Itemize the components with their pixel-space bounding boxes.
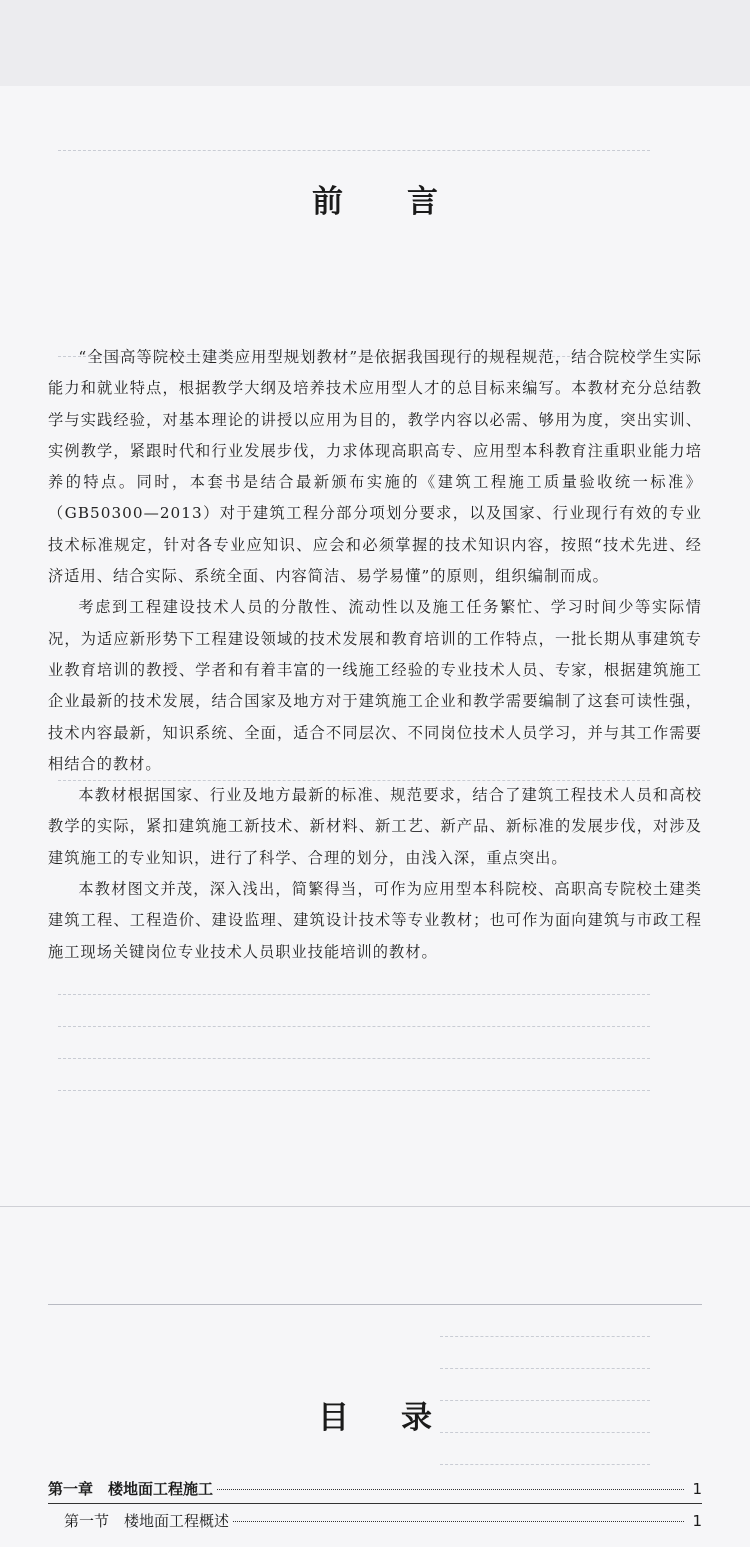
toc-leader-dots (233, 1521, 684, 1522)
bleed-through-line (440, 1336, 650, 1337)
previous-page-strip (0, 0, 750, 86)
bleed-through-line (440, 1464, 650, 1465)
bleed-through-line (58, 1026, 650, 1027)
preface-paragraph: 考虑到工程建设技术人员的分散性、流动性以及施工任务繁忙、学习时间少等实际情况，为适应新形势下工程建设领域的技术发展和教育培训的工作特点，一批长期从事建筑专业教育培训的教授、学者和有着丰富的一线施工经验的专业技术人员、专家，根据建筑施工企业最新的技术发展，结合国家及地方对于建筑施工企业和教学需要编制了这套可读性强，技术内容最新，知识系统、全面，适合不同层次、不同岗位技术人员学习，并与其工作需要相结合的教材。 (48, 598, 702, 773)
bleed-through-line (58, 150, 650, 151)
toc-header-rule (48, 1304, 702, 1305)
toc-entry-page: 1 (692, 1480, 702, 1498)
toc-entry-label: 第一节 楼地面工程概述 (64, 1512, 230, 1530)
preface-paragraph: 本教材根据国家、行业及地方最新的标准、规范要求，结合了建筑工程技术人员和高校教学的实际，紧扣建筑施工新技术、新材料、新工艺、新产品、新标准的发展步伐，对涉及建筑施工的专业知识，进行了科学、合理的划分，由浅入深，重点突出。 (48, 786, 702, 867)
toc-title: 目录 (318, 1400, 484, 1436)
toc-entry[interactable] (48, 1478, 702, 1502)
bleed-through-line (58, 1090, 650, 1091)
bleed-through-line (58, 1058, 650, 1059)
bleed-through-line (58, 994, 650, 995)
toc-leader-dots (217, 1489, 684, 1490)
bleed-through-line (440, 1368, 650, 1369)
preface-paragraph: “全国高等院校土建类应用型规划教材”是依据我国现行的规程规范，结合院校学生实际能力和就业特点，根据教学大纲及培养技术应用型人才的总目标来编写。本教材充分总结教学与实践经验，对基本理论的讲授以应用为目的，教学内容以必需、够用为度，突出实训、实例教学，紧跟时代和行业发展步伐，力求体现高职高专、应用型本科教育注重职业能力培养的特点。同时，本套书是结合最新颁布实施的《建筑工程施工质量验收统一标准》（GB50300—2013）对于建筑工程分部分项划分要求，以及国家、行业现行有效的专业技术标准规定，针对各专业应知识、应会和必须掌握的技术知识内容，按照“技术先进、经济适用、结合实际、系统全面、内容简洁、易学易懂”的原则，组织编制而成。 (48, 348, 702, 586)
toc-chapter-rule (48, 1503, 702, 1504)
preface-body (48, 342, 702, 968)
preface-paragraph: 本教材图文并茂，深入浅出，简繁得当，可作为应用型本科院校、高职高专院校土建类建筑工程、工程造价、建设监理、建筑设计技术等专业教材；也可作为面向建筑与市政工程施工现场关键岗位专业技术人员职业技能培训的教材。 (48, 880, 702, 961)
preface-title: 前言 (312, 184, 502, 220)
toc-entry[interactable] (48, 1510, 702, 1534)
toc-entry-page: 1 (692, 1512, 702, 1530)
toc-entry-label: 第一章 楼地面工程施工 (48, 1480, 214, 1498)
